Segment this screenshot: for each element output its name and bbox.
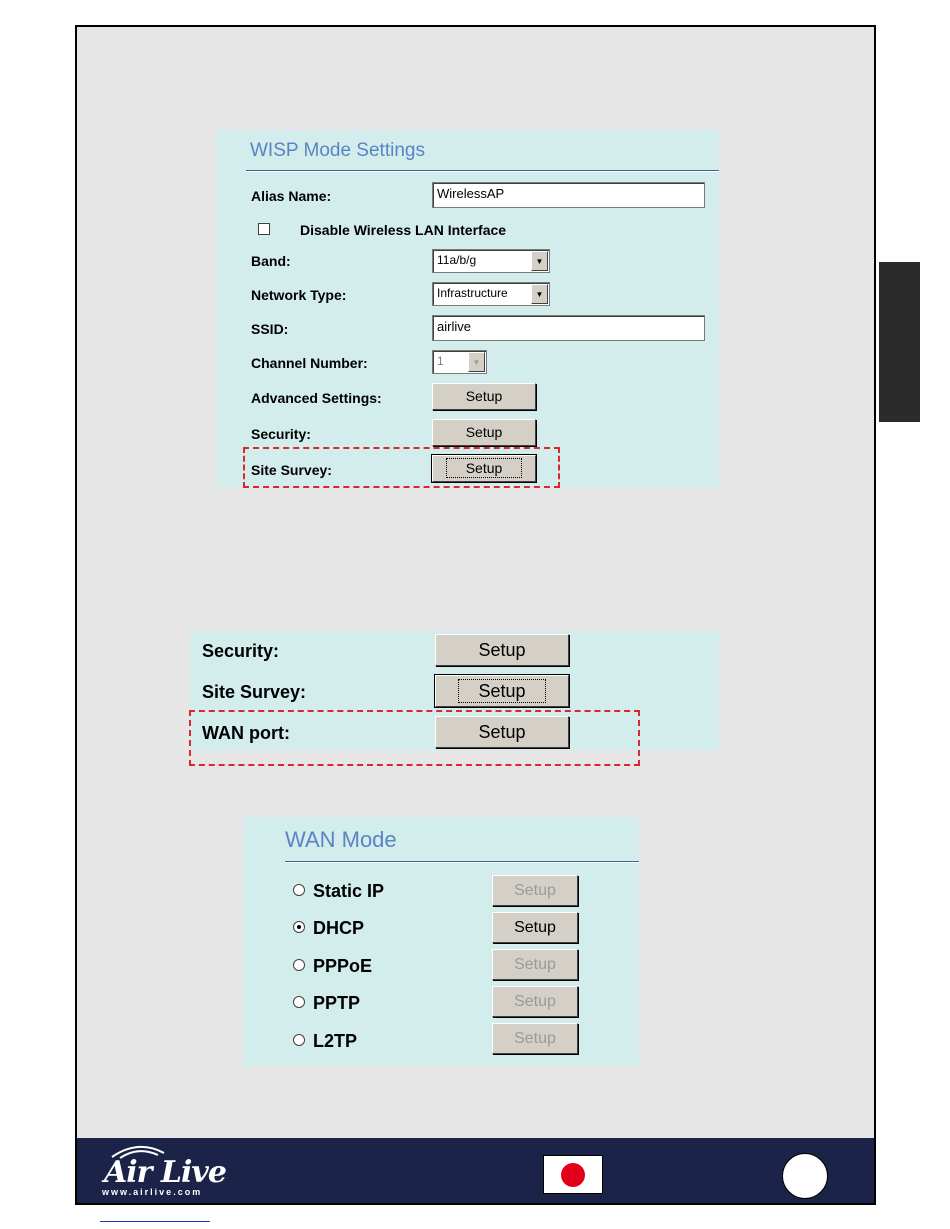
band-select[interactable] [432,249,550,273]
setup-button-label: Setup [514,1030,556,1047]
wan-mode-title: WAN Mode [285,827,397,852]
advanced-settings-setup-button[interactable] [432,383,536,410]
site-survey-label-zoomed: Site Survey: [202,682,307,702]
channel-number-value: 1 [437,354,444,368]
static-ip-radio[interactable] [293,884,305,896]
dhcp-label: DHCP [313,918,365,938]
l2tp-label: L2TP [313,1031,358,1051]
l2tp-setup-button[interactable] [492,1023,578,1054]
wisp-title-rule [246,170,719,172]
airlive-logo [98,1143,248,1203]
disable-wlan-checkbox[interactable] [258,223,270,235]
pppoe-radio[interactable] [293,959,305,971]
pppoe-setup-button[interactable] [492,949,578,980]
security-label: Security: [251,426,311,442]
band-label: Band: [251,253,291,269]
pppoe-label: PPPoE [313,956,373,976]
chevron-down-icon[interactable]: ▼ [531,284,548,304]
setup-button-label: Setup [514,956,556,973]
wisp-settings-panel [216,130,719,487]
l2tp-radio[interactable] [293,1034,305,1046]
chevron-down-icon[interactable]: ▼ [468,352,485,372]
disable-wlan-label: Disable Wireless LAN Interface [300,222,507,238]
chapter-side-tab [879,262,920,422]
dhcp-setup-button[interactable] [492,912,578,943]
alias-name-input[interactable]: WirelessAP [432,182,705,208]
alias-name-label: Alias Name: [251,188,332,204]
band-select-value: 11a/b/g [437,253,477,267]
page-number-circle [782,1153,828,1199]
setup-button-label: Setup [514,919,556,936]
logo-text: Air Live [104,1155,226,1190]
setup-button-label: Setup [478,640,526,660]
pptp-setup-button[interactable] [492,986,578,1017]
setup-button-label: Setup [514,882,556,899]
site-survey-highlight-box [243,447,560,488]
setup-button-label: Setup [478,722,526,742]
link-underline [100,1221,210,1222]
pptp-radio[interactable] [293,996,305,1008]
site-survey-label: Site Survey: [251,462,332,478]
logo-url: www.airlive.com [102,1187,203,1197]
advanced-settings-label: Advanced Settings: [251,390,382,406]
setup-button-label: Setup [465,424,503,440]
security-label-zoomed: Security: [202,641,280,661]
chevron-down-icon[interactable]: ▼ [531,251,548,271]
site-survey-setup-button-zoomed[interactable] [435,675,569,707]
network-type-select-value: Infrastructure [437,286,508,300]
setup-button-label: Setup [465,388,503,404]
security-setup-button[interactable] [432,419,536,446]
ssid-input[interactable]: airlive [432,315,705,341]
dhcp-radio[interactable] [293,921,305,933]
static-ip-label: Static IP [313,881,385,901]
ssid-label: SSID: [251,321,289,337]
network-type-label: Network Type: [251,287,347,303]
setup-button-label: Setup [460,681,543,701]
japan-flag-icon [543,1155,603,1194]
wan-mode-panel [243,817,639,1066]
wan-mode-title-rule [285,861,639,863]
wan-port-highlight-box [189,710,640,766]
wan-port-label: WAN port: [202,723,290,743]
setup-button-label: Setup [448,460,521,476]
wisp-panel-title: WISP Mode Settings [250,140,425,161]
setup-button-label: Setup [514,993,556,1010]
channel-number-label: Channel Number: [251,355,368,371]
pptp-label: PPTP [313,993,361,1013]
network-type-select[interactable] [432,282,550,306]
channel-number-select[interactable] [432,350,487,374]
static-ip-setup-button[interactable] [492,875,578,906]
security-setup-button-zoomed[interactable] [435,634,569,666]
